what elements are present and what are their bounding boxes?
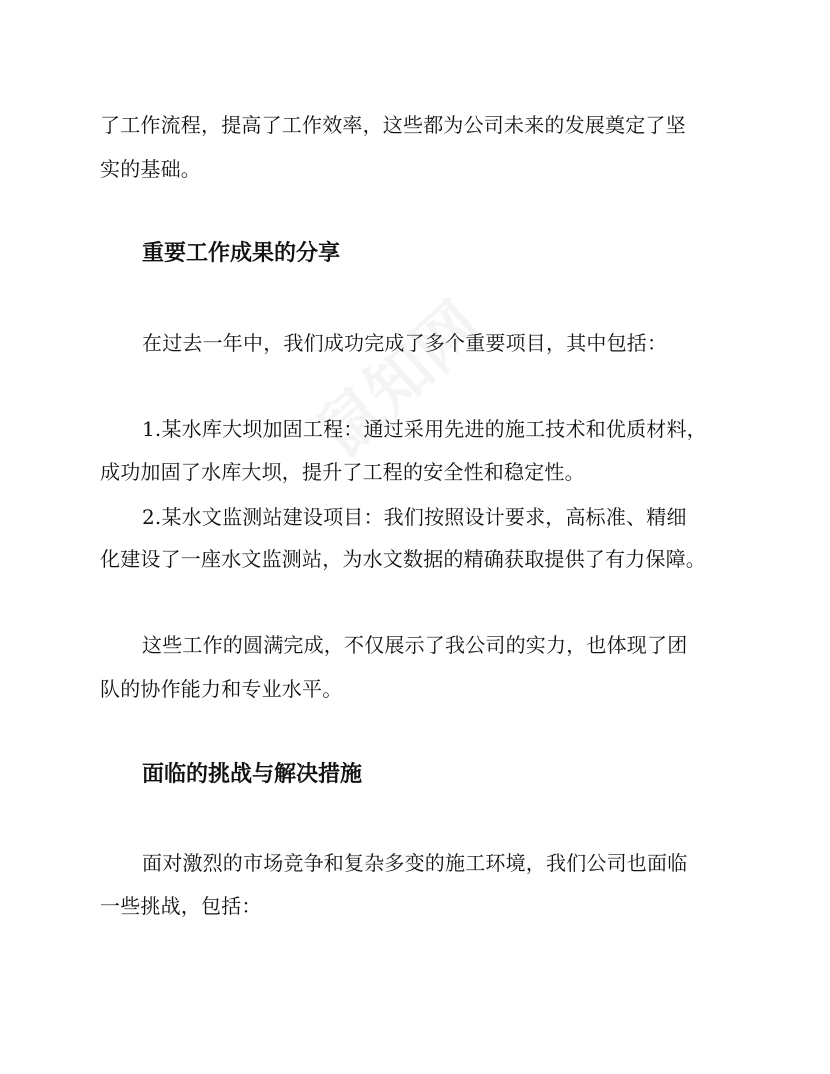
- list-item-line: 化建设了一座水文监测站，为水文数据的精确获取提供了有力保障。: [100, 547, 706, 571]
- paragraph-line: 在过去一年中，我们成功完成了多个重要项目，其中包括：: [142, 331, 668, 355]
- paragraph-line: 这些工作的圆满完成，不仅展示了我公司的实力，也体现了团: [142, 633, 688, 657]
- section-heading: 重要工作成果的分享: [142, 241, 341, 266]
- list-item-line: 成功加固了水库大坝，提升了工程的安全性和稳定性。: [100, 460, 585, 484]
- watermark: [294, 278, 498, 475]
- paragraph-line: 面对激烈的市场竞争和复杂多变的施工环境，我们公司也面临: [142, 851, 688, 875]
- paragraph-line: 实的基础。: [100, 157, 201, 181]
- list-item-line: 1.某水库大坝加固工程：通过采用先进的施工技术和优质材料，: [142, 417, 707, 441]
- paragraph-line: 队的协作能力和专业水平。: [100, 677, 343, 701]
- list-item-line: 2.某水文监测站建设项目：我们按照设计要求，高标准、精细: [142, 505, 687, 529]
- paragraph-line: 了工作流程，提高了工作效率，这些都为公司未来的发展奠定了坚: [100, 113, 686, 137]
- section-heading: 面临的挑战与解决措施: [142, 762, 363, 787]
- paragraph-line: 一些挑战，包括：: [100, 894, 262, 918]
